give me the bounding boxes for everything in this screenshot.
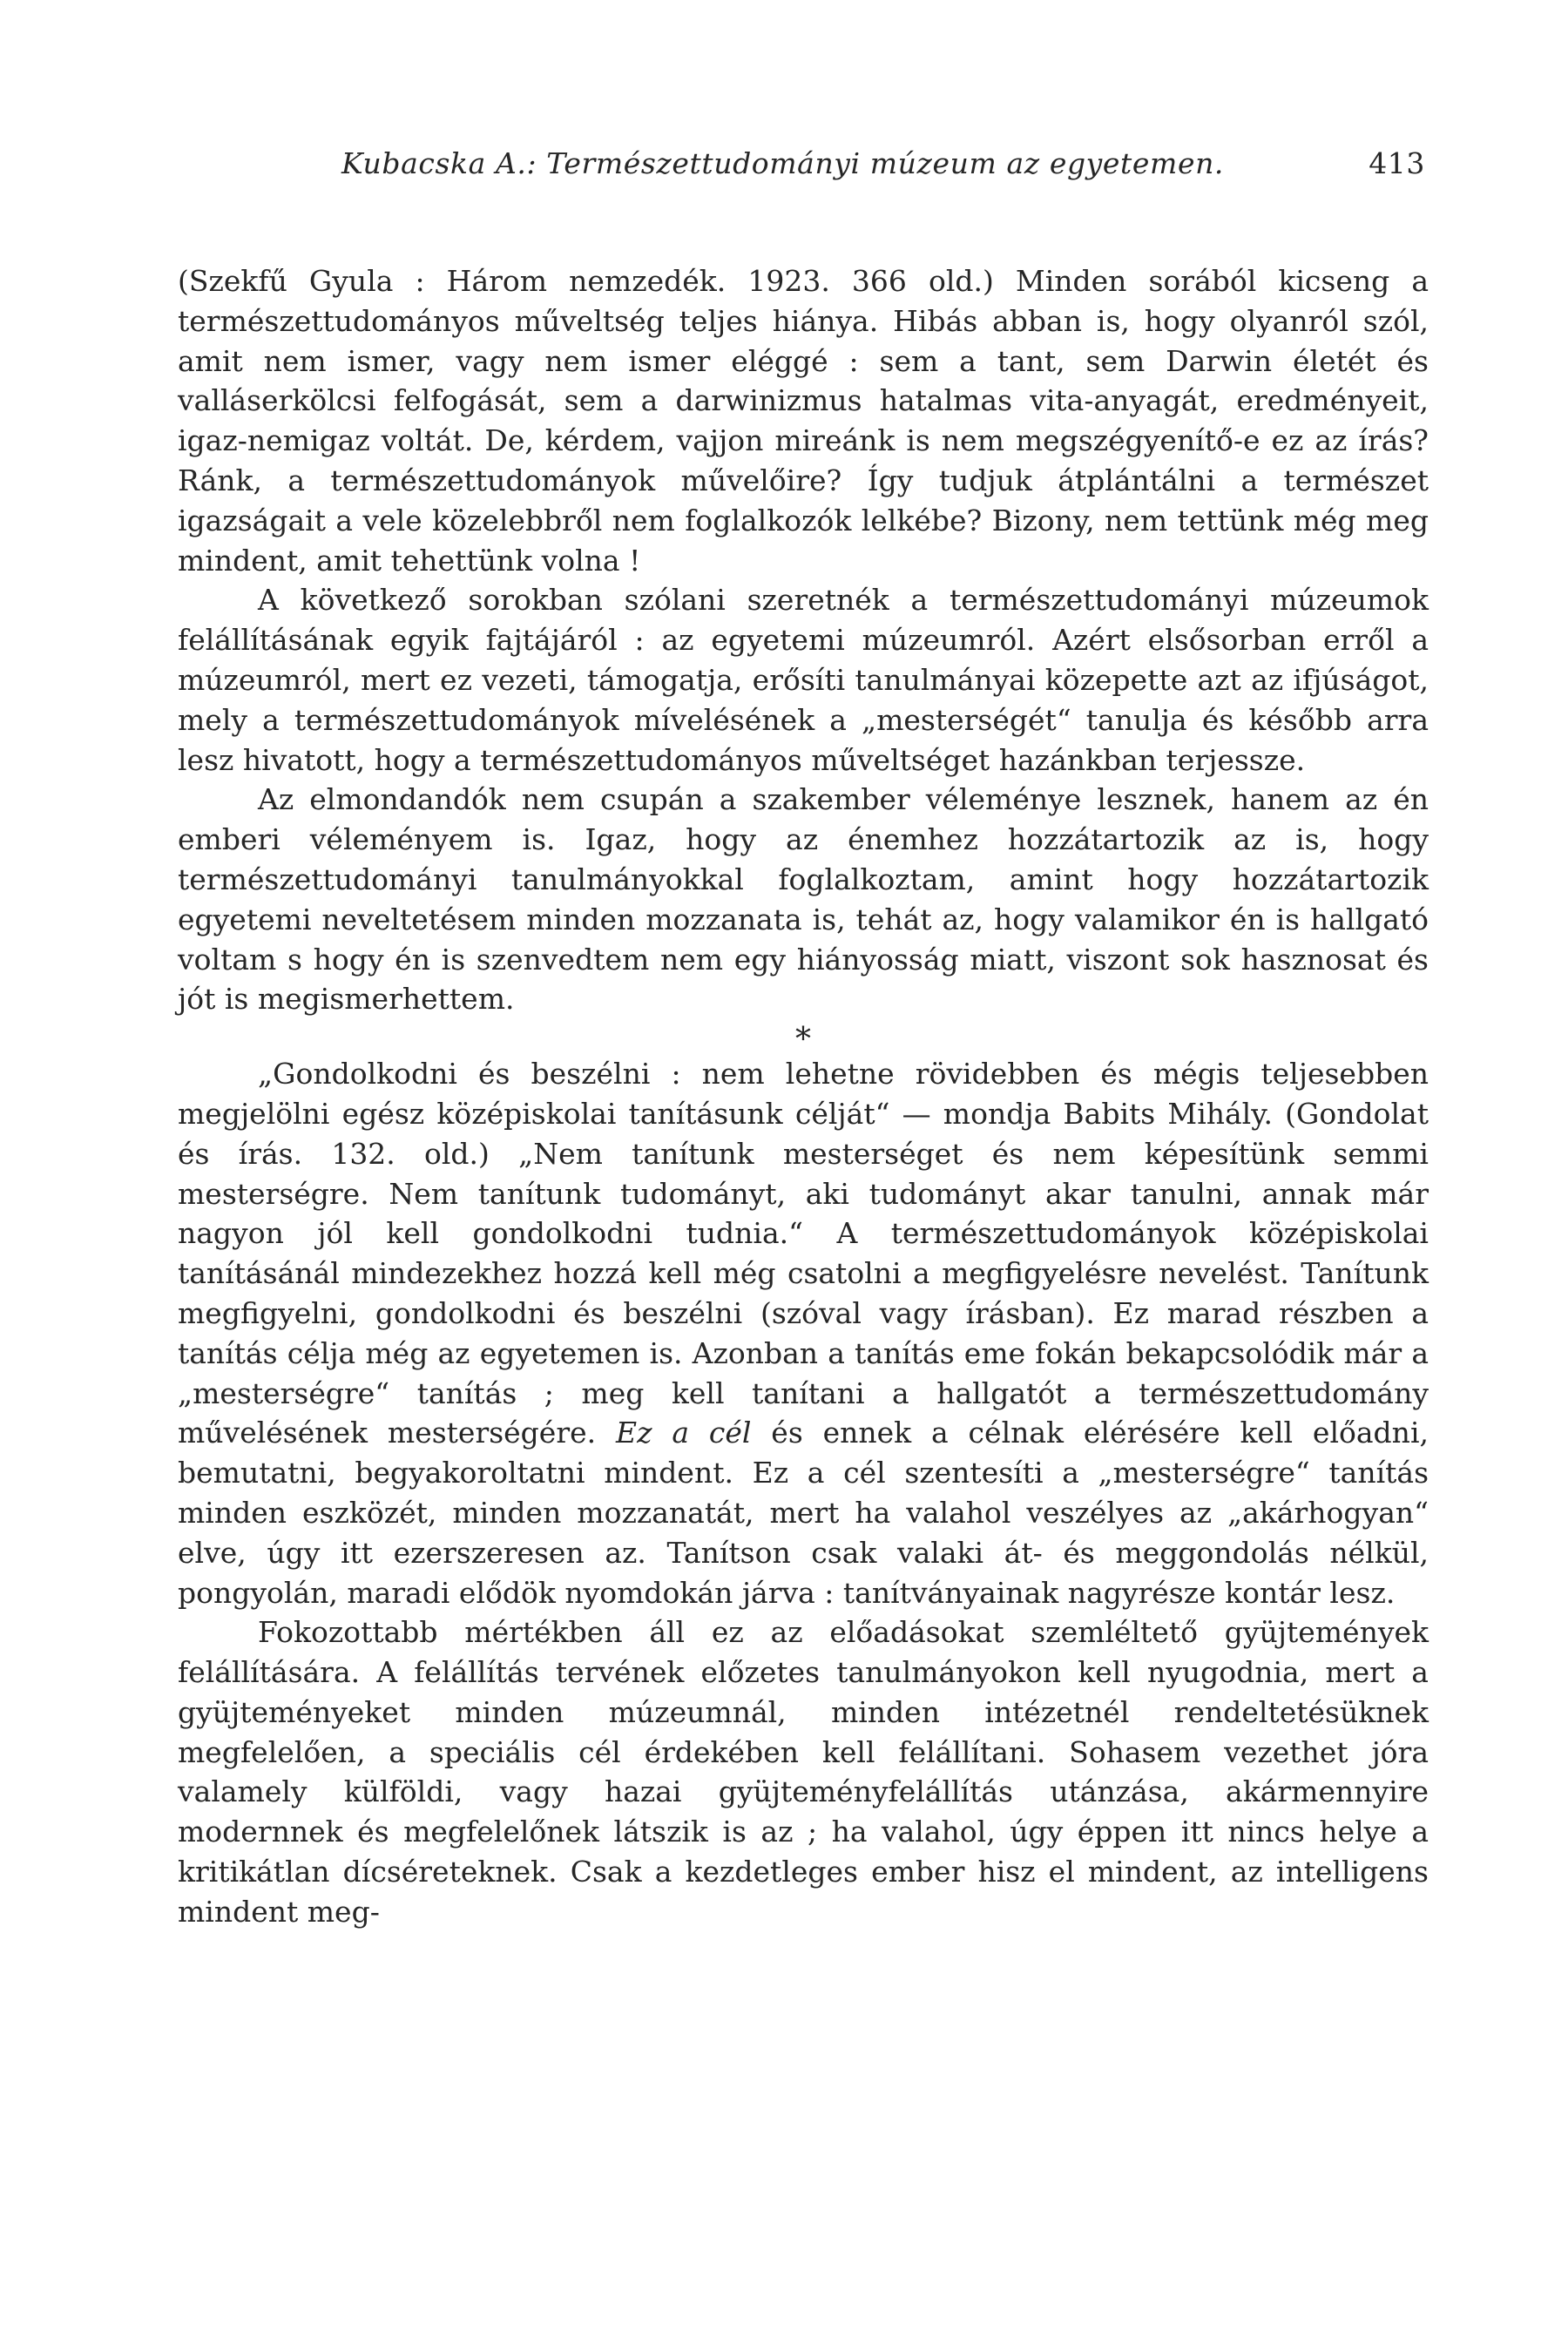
paragraph-2: A következő sorokban szólani szeretnék a természettudományi múzeumok felállításának egyik fajtájáról : az egyetemi múzeumról. Azért elsősorban erről a múzeumról, mert ez vezeti, támogatja, erősíti tanulmányai közepette azt az ifjúságot, mely a természettudományok mívelésének a „mesterségét“ tanulja és később arra lesz hivatott, hogy a természettudományos műveltséget hazánkban terjessze. bbox=[178, 583, 1429, 777]
paragraph-3: Az elmondandók nem csupán a szakember véleménye lesznek, hanem az én emberi véleményem is. Igaz, hogy az énemhez hozzátartozik az is, hogy természettudományi tanulmányokkal foglalkoztam, amint hogy hozzátartozik egyetemi neveltetésem minden mozzanata is, tehát az, hogy valamikor én is hallgató voltam s hogy én is szenvedtem nem egy hiányosság miatt, viszont sok hasznosat és jót is megismerhettem. bbox=[178, 782, 1429, 1017]
section-separator: * bbox=[795, 1022, 811, 1058]
paragraph-4-text-end: és ennek a célnak elérésére kell előadni, bemutatni, begyakoroltatni mindent. Ez a cél szentesíti a „mesterségre“ tanítás minden eszközét, minden mozzanatát, mert ha valahol veszélyes az „akárhogyan“ elve, úgy itt ezerszeresen az. Tanítson csak valaki át- és meggondolás nélkül, pongyolán, maradi elődök nyomdokán járva : tanítványainak nagyrésze kontár lesz. bbox=[178, 1416, 1429, 1610]
paragraph-5: Fokozottabb mértékben áll ez az előadásokat szemléltető gyüjtemények felállítására. A felállítás tervének előzetes tanulmányokon kell nyugodnia, mert a gyüjteményeket minden múzeumnál, minden intézetnél rendeltetésüknek megfelelően, a speciális cél érdekében kell felállítani. Sohasem vezethet jóra valamely külföldi, vagy hazai gyüjteményfelállítás utánzása, akármennyire modernnek és megfelelőnek látszik is az ; ha valahol, úgy éppen itt nincs helye a kritikátlan dícséreteknek. Csak a kezdetleges ember hisz el mindent, az intelligens mindent meg- bbox=[178, 1615, 1429, 1929]
paragraph-4-text-start: „Gondolkodni és beszélni : nem lehetne rövidebben és mégis teljesebben megjelölni egész középiskolai tanításunk célját“ — mondja Babits Mihály. (Gondolat és írás. 132. old.) „Nem tanítunk mesterséget és nem képesítünk semmi mesterségre. Nem tanítunk tudományt, aki tudományt akar tanulni, annak már nagyon jól kell gondolkodni tudnia.“ A természettudományok középiskolai tanításánál mindezekhez hozzá kell még csatolni a megfigyelésre nevelést. Tanítunk megfigyelni, gondolkodni és beszélni (szóval vagy írásban). Ez marad részben a tanítás célja még az egyetemen is. Azonban a tanítás eme fokán bekapcsolódik már a „mesterségre“ tanítás ; meg kell tanítani a hallgatót a természettudomány művelésének mesterségére. bbox=[178, 1057, 1429, 1450]
paragraph-4 bbox=[178, 1054, 1429, 1612]
running-title: Kubacska A.: Természettudományi múzeum az egyetemen. bbox=[341, 146, 1225, 180]
page-body bbox=[178, 261, 1429, 1932]
paragraph-4-emphasis: Ez a cél bbox=[616, 1416, 752, 1450]
paragraph-1: (Szekfű Gyula : Három nemzedék. 1923. 366 old.) Minden sorából kicseng a természettudományos műveltség teljes hiánya. Hibás abban is, hogy olyanról szól, amit nem ismer, vagy nem ismer eléggé : sem a tant, sem Darwin életét és valláserkölcsi felfogását, sem a darwinizmus hatalmas vita-anyagát, eredményeit, igaz-nemigaz voltát. De, kérdem, vajjon mireánk is nem megszégyenítő-e ez az írás? Ránk, a természettudományok művelőire? Így tudjuk átplántálni a természet igazságait a vele közelebbről nem foglalkozók lelkébe? Bizony, nem tettünk még meg mindent, amit tehettünk volna ! bbox=[178, 264, 1429, 578]
running-head bbox=[341, 146, 1425, 190]
page-number: 413 bbox=[1369, 146, 1425, 180]
